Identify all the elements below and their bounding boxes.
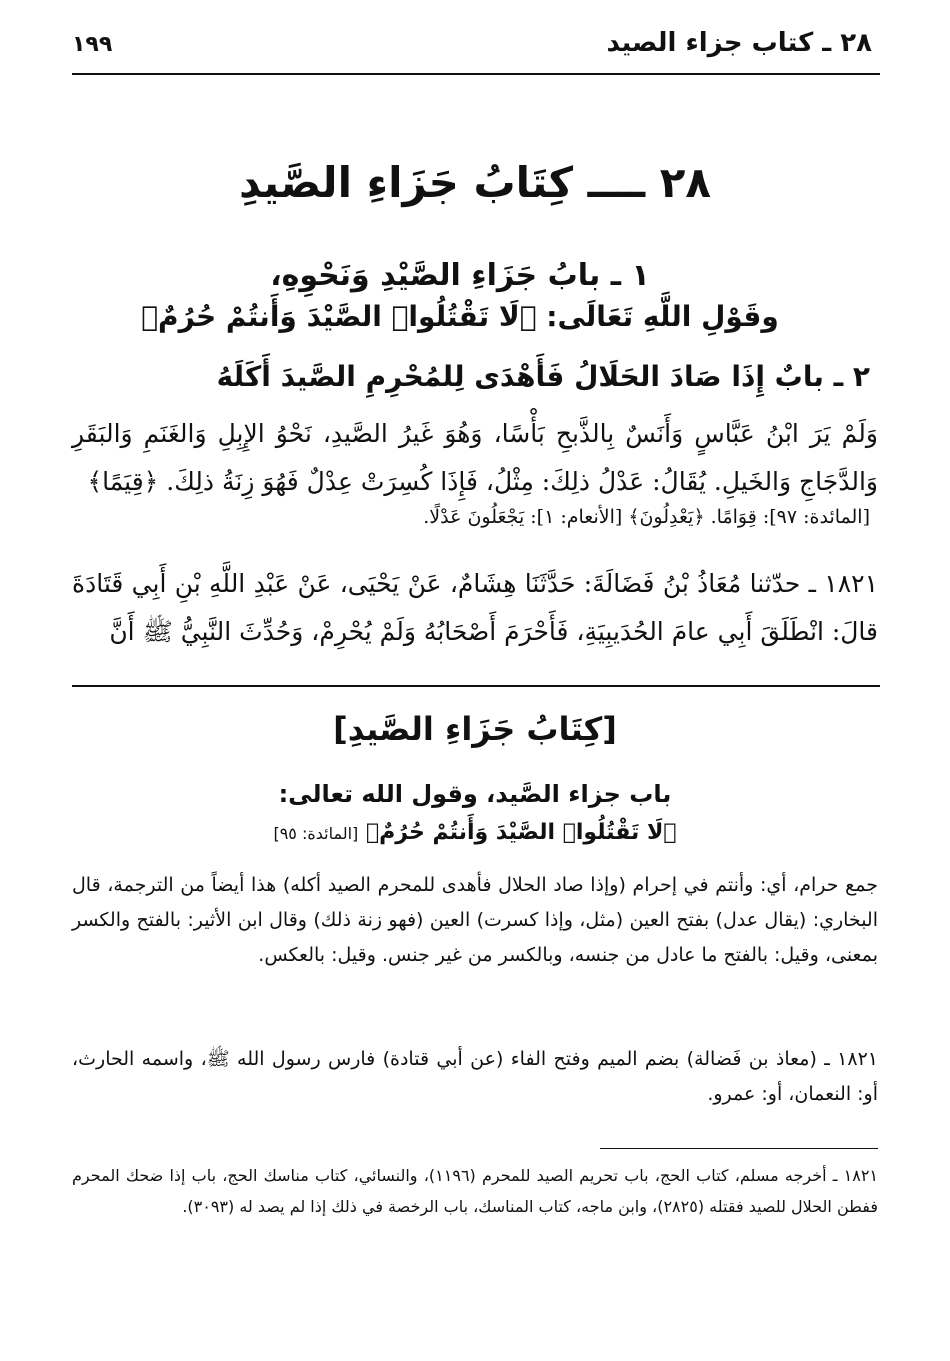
commentary-verse-text: ﴿لَا تَقْتُلُوا۟ الصَّيْدَ وَأَنتُمْ حُرُمٌ﴾ [365,820,677,845]
commentary-subtitle: باب جزاء الصَّيد، وقول الله تعالى: [278,780,672,808]
header-rule [72,73,880,75]
section-divider [72,685,880,687]
chapter-2-title: ٢ ـ بابٌ إِذَا صَادَ الحَلَالُ فَأَهْدَى لِلمُحْرِمِ الصَّيدَ أَكَلَهُ [216,360,870,393]
book-title: ٢٨ ــــ كِتَابُ جَزَاءِ الصَّيدِ [239,158,711,207]
main-reference-line: [المائدة: ٩٧]: قِوَامًا. ﴿يَعْدِلُونَ﴾ [الأنعام: ١]: يَجْعَلُونَ عَدْلًا. [423,506,870,528]
main-paragraph: وَلَمْ يَرَ ابْنُ عَبَّاسٍ وَأَنَسٌ بِالذَّبحِ بَأْسًا، وَهُوَ غَيرُ الصَّيدِ، نَحْوُ الإِبِلِ وَالغَنَمِ وَالبَقَرِ وَالدَّجَاجِ وَالخَيلِ. يُقَالُ: عَدْلُ ذلِكَ: مِثْلُ، فَإِذَا كُسِرَتْ عِدْلٌ فَهُوَ زِنَةُ ذلِكَ. ﴿قِيَمًا﴾ [72,419,878,496]
commentary-paragraph-1: جمع حرام، أي: وأنتم في إحرام (وإذا صاد الحلال فأهدى للمحرم الصيد أكله) هذا أيضاً من الترجمة، قال البخاري: (يقال عدل) بفتح العين (مثل، وإذا كسرت) العين (فهو زنة ذلك) وقال ابن الأثير: بالفتح والكسر بمعنى، وقيل: بالفتح ما عادل من جنسه، وبالكسر من غير جنس. وقيل: بالعكس. [72,874,878,966]
running-header-title: ٢٨ ـ كتاب جزاء الصيد [606,28,872,58]
commentary-paragraph-2: ١٨٢١ ـ (معاذ بن فَضالة) بضم الميم وفتح الفاء (عن أبي قتادة) فارس رسول الله ﷺ، واسمه الحارث، أو: النعمان، أو: عمرو. [72,1048,878,1105]
commentary-verse [120,820,830,845]
chapter-1-title: ١ ـ بابُ جَزَاءِ الصَّيْدِ وَنَحْوِهِ، [270,258,650,293]
page-number: ١٩٩ [72,32,113,57]
chapter-1-verse: وقَوْلِ اللَّهِ تَعَالَى: ﴿لَا تَقْتُلُوا۟ الصَّيْدَ وَأَنتُمْ حُرُمٌ﴾ [141,300,779,333]
commentary-verse-reference: [المائدة: ٩٥] [273,824,359,843]
footnote-rule [600,1148,878,1149]
commentary-title: [كِتَابُ جَزَاءِ الصَّيدِ] [333,710,617,748]
hadith-1821: ١٨٢١ ـ حدّثنا مُعَاذُ بْنُ فَضَالَةَ: حَدَّثَنَا هِشَامٌ، عَنْ يَحْيَى، عَنْ عَبْدِ اللَّهِ بْنِ أَبِي قَتَادَةَ قالَ: انْطَلَقَ أَبِي عامَ الحُدَيبِيَةِ، فَأَحْرَمَ أَصْحَابُهُ وَلَمْ يُحْرِمْ، وَحُدِّثَ النَّبِيُّ ﷺ أَنَّ [72,569,878,646]
footnote: ١٨٢١ ـ أخرجه مسلم، كتاب الحج، باب تحريم الصيد للمحرم (١١٩٦)، والنسائي، كتاب مناسك الحج، باب إذا ضحك المحرم ففطن الحلال للصيد فقتله (٢٨٢٥)، وابن ماجه، كتاب المناسك، باب الرخصة في ذلك إذا لم يصد له (٣٠٩٣). [72,1166,879,1216]
